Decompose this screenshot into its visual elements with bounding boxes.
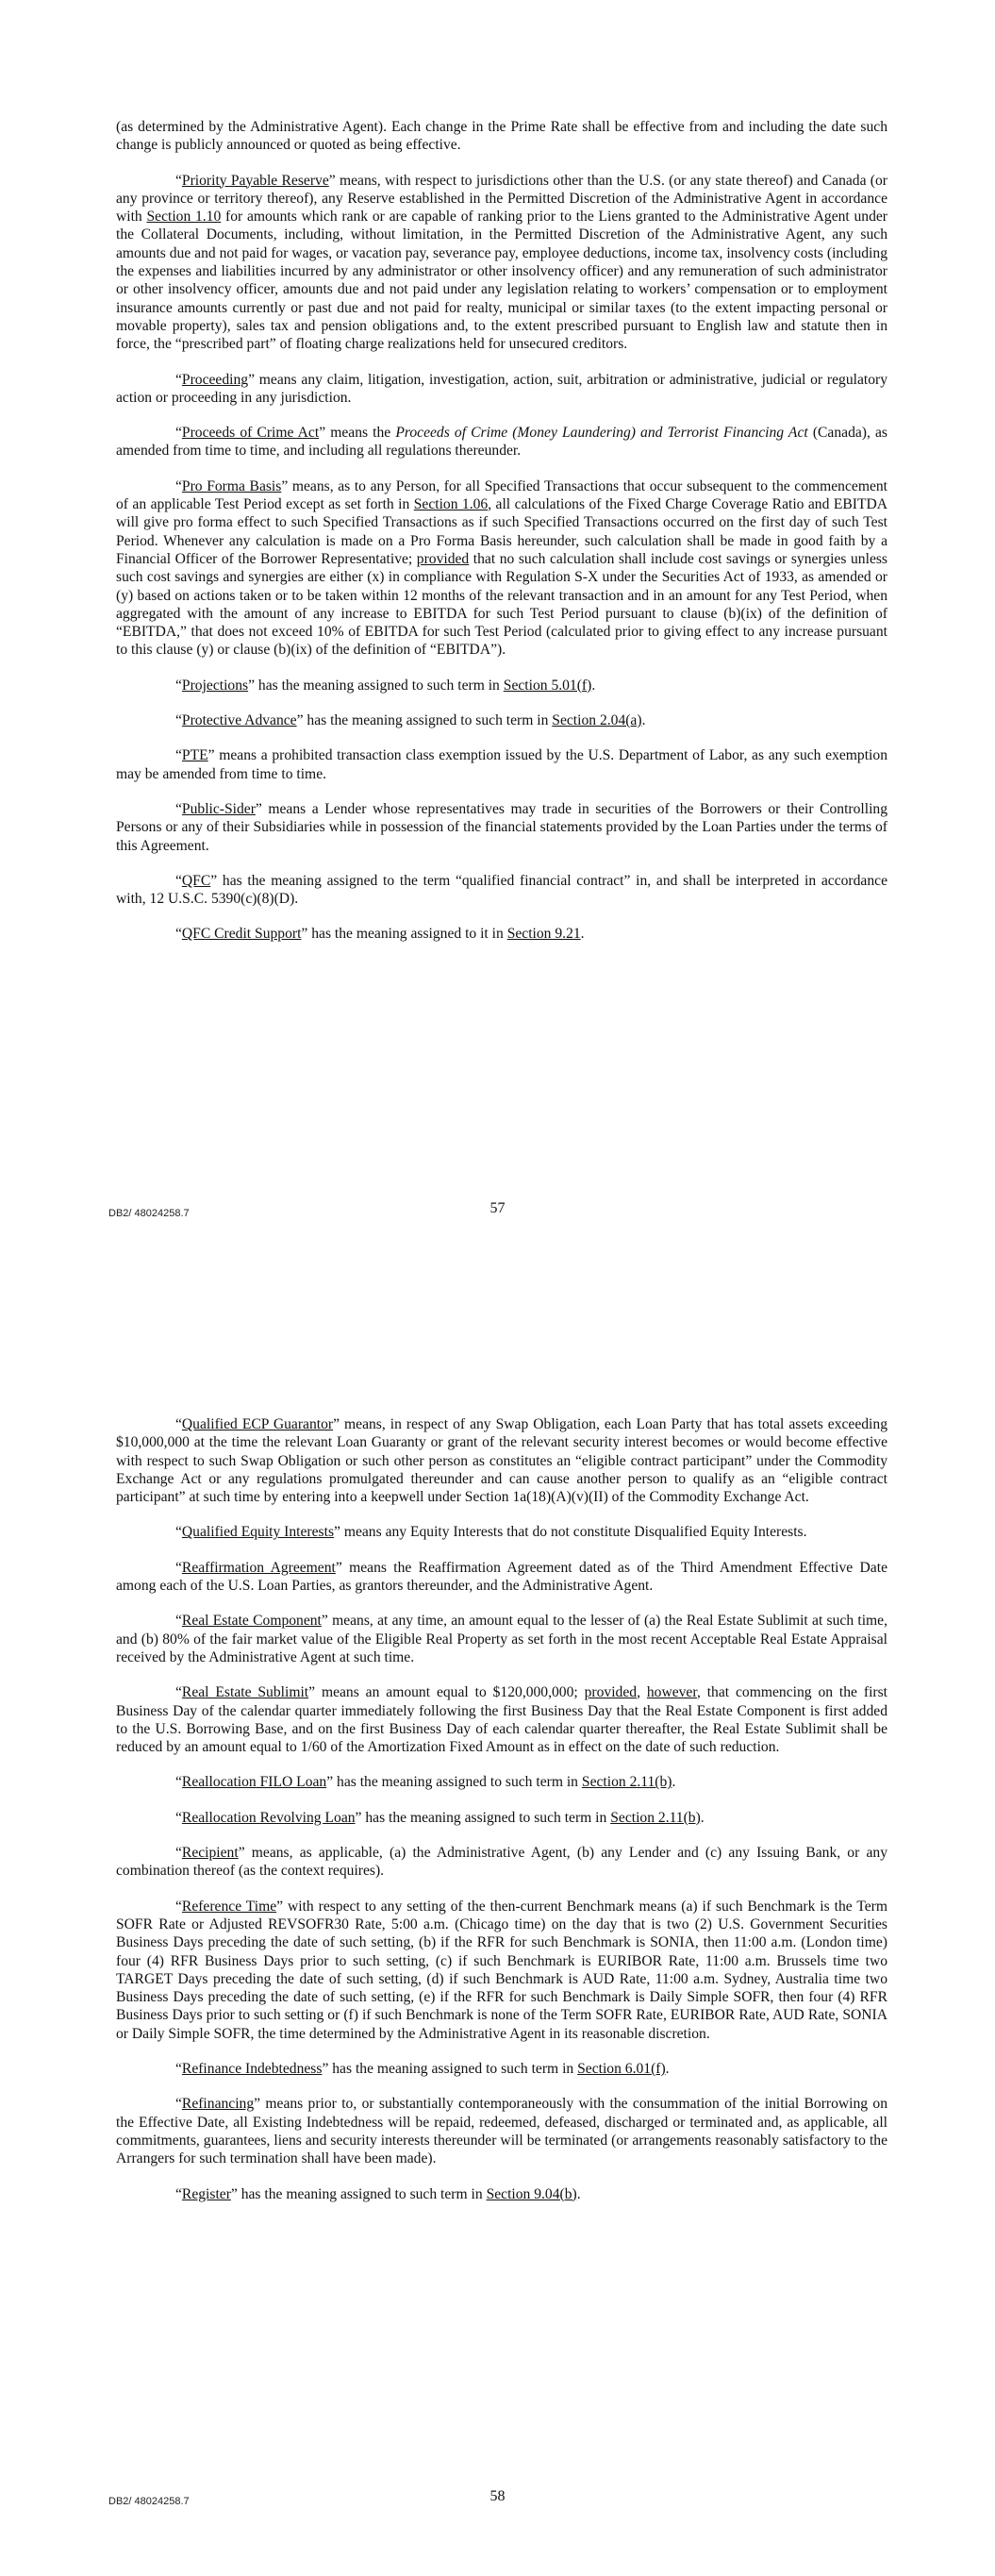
definition-text: for amounts which rank or are capable of ranking prior to the Liens granted to the Administrative Agent under the Collateral Documents, including, without limitation, in the Permitted Discretion of the Administrative Agent, any such amounts due and not paid for wages, or vacation pay, severance pay, employee deductions, income tax, insolvency costs (including the expenses and liabilities incurred by any administrator or other insolvency officer) and any remuneration of such administrator or other insolvency officer, amounts due and not paid under any legislation relating to workers’ compensation or to employment insurance amounts currently or past due and not paid for realty, municipal or similar taxes (to the extent impacting personal or movable property), sales tax and pension obligations and, to the extent prescribed pursuant to English law and statute then in force, the “prescribed part” of floating charge realizations held for unsecured creditors. [116, 209, 887, 353]
definition-paragraph [116, 1523, 887, 1541]
definition-text: . [700, 1809, 705, 1826]
definition-text: that no such calculation shall include cost savings or synergies unless such cost savings and synergies are either (x) in compliance with Regulation S-X under the Securities Act of 1933, as amended or (y) based on actions taken or to be taken within 12 months of the relevant transaction and in an amount for any Test Period, when aggregated with the amount of any increase to EBITDA for such Test Period pursuant to clause (b)(ix) of the definition of “EBITDA,” that does not exceed 10% of EBITDA for such Test Period (calculated prior to giving effect to any increase pursuant to this clause (y) or clause (b)(ix) of the definition of “EBITDA”). [116, 550, 887, 659]
definition-paragraph [116, 2060, 887, 2078]
statute-title: Proceeds of Crime (Money Laundering) and Terrorist Financing Act [395, 425, 808, 442]
defined-term: Qualified ECP Guarantor [181, 1416, 334, 1432]
definition-paragraph [116, 800, 887, 855]
defined-term: QFC [181, 872, 211, 889]
defined-term: Proceeding [181, 371, 249, 388]
definition-text: . [580, 926, 585, 943]
open-quote: “ [175, 1809, 182, 1826]
defined-term: Recipient [181, 1845, 239, 1862]
definition-text: . [591, 677, 596, 694]
open-quote: “ [175, 800, 182, 817]
continuation-paragraph: (as determined by the Administrative Agent). Each change in the Prime Rate shall be effective from and including the date such change is publicly announced or quoted as being effective. [116, 119, 887, 154]
defined-term: Protective Advance [181, 712, 297, 729]
definition-text: ” has the meaning assigned to such term in [248, 677, 504, 694]
definition-text: ” means any Equity Interests that do not constitute Disqualified Equity Interests. [334, 1524, 807, 1541]
section-reference: Section 9.21 [506, 926, 581, 943]
definition-paragraph [116, 1415, 887, 1506]
definition-text: ” means a prohibited transaction class exemption issued by the U.S. Department of Labor, as any such exemption may be amended from time to time. [116, 747, 887, 782]
definition-text: ” means, in respect of any Swap Obligation, each Loan Party that has total assets exceeding $10,000,000 at the time the relevant Loan Guaranty or grant of the relevant security interest becomes or would become effective with respect to such Swap Obligation or such other person as constitutes an “eligible contract participant” under the Commodity Exchange Act or any regulations promulgated thereunder and can cause another person to qualify as an “eligible contract participant” at such time by entering into a keepwell under Section 1a(18)(A)(v)(II) of the Commodity Exchange Act. [116, 1416, 887, 1506]
definition-paragraph [116, 1844, 887, 1881]
defined-term: Reference Time [181, 1898, 277, 1915]
open-quote: “ [175, 1774, 182, 1791]
section-reference: Section 2.04(a) [552, 712, 642, 729]
definition-paragraph [116, 1683, 887, 1756]
definitions-list [116, 172, 887, 944]
definition-text: ” means, as applicable, (a) the Administrative Agent, (b) any Lender and (c) any Issuing Bank, or any combination thereof (as the context requires). [116, 1845, 887, 1880]
open-quote: “ [175, 371, 182, 388]
definition-text: , all calculations of the Fixed Charge Coverage Ratio and EBITDA will give pro forma effect to such Specified Transactions as if such Specified Transactions occurred on the first day of such Test Period. Whenever any calculation is made on a Pro Forma Basis hereunder, such calculation shall be made in good faith by a Financial Officer of the Borrower Representative; [116, 496, 887, 567]
page-number: 58 [489, 2488, 506, 2504]
open-quote: “ [175, 477, 182, 494]
definition-text: ” has the meaning assigned to such term in [355, 1809, 611, 1826]
definition-text: ” means the Reaffirmation Agreement dated as of the Third Amendment Effective Date among each of the U.S. Loan Parties, as grantors thereunder, and the Administrative Agent. [116, 1559, 887, 1595]
definition-paragraph [116, 371, 887, 408]
definition-text: (Canada), as amended from time to time, and including all regulations thereunder. [116, 425, 887, 460]
definition-paragraph [116, 711, 887, 729]
definition-text: ” has the meaning assigned to it in [301, 926, 507, 943]
section-reference: however [646, 1684, 697, 1701]
open-quote: “ [175, 926, 182, 943]
open-quote: “ [175, 2096, 182, 2113]
definition-paragraph [116, 1612, 887, 1666]
section-reference: provided [584, 1684, 638, 1701]
defined-term: Priority Payable Reserve [181, 172, 329, 189]
definition-text: ” means any claim, litigation, investigation, action, suit, arbitration or administrative, judicial or regulatory action or proceeding in any jurisdiction. [116, 371, 887, 406]
definition-text: ” means the [319, 425, 396, 442]
open-quote: “ [175, 1559, 182, 1576]
defined-term: Reallocation Revolving Loan [181, 1809, 356, 1826]
definition-text: , that commencing on the first Business Day of the calendar quarter immediately following the first Business Day that the Real Estate Component is first added to the U.S. Borrowing Base, and on the first Business Day of each calendar quarter thereafter, the Real Estate Sublimit shall be reduced by an amount equal to 1/60 of the Amortization Fixed Amount as in effect on the date of such reduction. [116, 1684, 887, 1756]
section-reference: provided [416, 550, 470, 567]
defined-term: Projections [181, 677, 249, 694]
open-quote: “ [175, 2061, 182, 2078]
page-body [116, 1415, 887, 2220]
open-quote: “ [175, 172, 182, 189]
definition-paragraph [116, 477, 887, 660]
definition-text: . [576, 2185, 581, 2202]
defined-term: Refinance Indebtedness [181, 2061, 323, 2078]
definition-paragraph [116, 2185, 887, 2203]
definition-paragraph [116, 2095, 887, 2167]
defined-term: Pro Forma Basis [181, 477, 282, 494]
defined-term: Real Estate Sublimit [181, 1684, 309, 1701]
definition-paragraph [116, 1898, 887, 2043]
definition-text: , [637, 1684, 647, 1701]
definition-text: ” means, as to any Person, for all Specified Transactions that occur subsequent to the commencement of an applicable Test Period except as set forth in [116, 477, 888, 513]
defined-term: Reaffirmation Agreement [181, 1559, 336, 1576]
document-id-footer: DB2/ 48024258.7 [108, 1208, 190, 1219]
defined-term: Qualified Equity Interests [181, 1524, 335, 1541]
definition-text: ” means a Lender whose representatives may trade in securities of the Borrowers or their Controlling Persons or any of their Subsidiaries while in possession of the financial statements provided by the Loan Parties under the terms of this Agreement. [116, 800, 887, 854]
definition-text: ” has the meaning assigned to such term in [296, 712, 553, 729]
definition-text: ” has the meaning assigned to such term in [326, 1774, 582, 1791]
defined-term: Proceeds of Crime Act [181, 425, 320, 442]
definition-paragraph [116, 172, 887, 354]
definition-text: . [665, 2061, 670, 2078]
open-quote: “ [175, 677, 182, 694]
section-reference: Section 1.06 [413, 496, 489, 513]
open-quote: “ [175, 425, 182, 442]
open-quote: “ [175, 1684, 182, 1701]
open-quote: “ [175, 1416, 182, 1432]
definition-paragraph [116, 1559, 887, 1596]
defined-term: Public-Sider [181, 800, 256, 817]
section-reference: Section 9.04(b) [486, 2185, 577, 2202]
definition-paragraph [116, 1773, 887, 1791]
open-quote: “ [175, 1898, 182, 1915]
definition-text: ” has the meaning assigned to the term “qualified financial contract” in, and shall be interpreted in accordance with, 12 U.S.C. 5390(c)(8)(D). [116, 872, 887, 908]
open-quote: “ [175, 1613, 182, 1630]
open-quote: “ [175, 2185, 182, 2202]
section-reference: Section 2.11(b) [610, 1809, 701, 1826]
definition-paragraph [116, 424, 887, 460]
definition-paragraph [116, 925, 887, 943]
page-number: 57 [489, 1200, 506, 1216]
definition-paragraph [116, 872, 887, 909]
defined-term: Refinancing [181, 2096, 255, 2113]
document-id-footer: DB2/ 48024258.7 [108, 2496, 190, 2507]
definition-paragraph [116, 746, 887, 783]
defined-term: PTE [181, 747, 208, 764]
defined-term: Reallocation FILO Loan [181, 1774, 327, 1791]
definition-text: ” has the meaning assigned to such term in [230, 2185, 487, 2202]
section-reference: Section 6.01(f) [577, 2061, 666, 2078]
section-reference: Section 5.01(f) [503, 677, 592, 694]
open-quote: “ [175, 712, 182, 729]
definition-text: . [672, 1774, 676, 1791]
open-quote: “ [175, 1524, 182, 1541]
document-page-58 [0, 1288, 995, 2576]
defined-term: QFC Credit Support [181, 926, 302, 943]
definition-text: ” means an amount equal to $120,000,000; [308, 1684, 585, 1701]
open-quote: “ [175, 1845, 182, 1862]
definition-paragraph [116, 1809, 887, 1827]
definition-text: ” has the meaning assigned to such term in [322, 2061, 578, 2078]
section-reference: Section 2.11(b) [581, 1774, 672, 1791]
open-quote: “ [175, 872, 182, 889]
open-quote: “ [175, 747, 182, 764]
definitions-list [116, 1415, 887, 2203]
definition-text: ” means, with respect to jurisdictions other than the U.S. (or any state thereof) and Canada (or any province or territory thereof), any Reserve established in the Permitted Discretion of the Administrative Agent in accordance with [116, 172, 887, 226]
definition-text: ” means, at any time, an amount equal to the lesser of (a) the Real Estate Sublimit at such time, and (b) 80% of the fair market value of the Eligible Real Property as set forth in the most recent Acceptable Real Estate Appraisal received by the Administrative Agent at such time. [116, 1613, 887, 1665]
definition-paragraph [116, 677, 887, 694]
definition-text: . [641, 712, 646, 729]
definition-text: ” means prior to, or substantially contemporaneously with the consummation of the initial Borrowing on the Effective Date, all Existing Indebtedness will be repaid, redeemed, defeased, discharged or terminated and, as applicable, all commitments, guarantees, liens and security interests thereunder will be terminated (or arrangements reasonably satisfactory to the Arrangers for such termination shall have been made). [116, 2096, 887, 2167]
page-body [116, 118, 887, 961]
defined-term: Register [181, 2185, 231, 2202]
section-reference: Section 1.10 [146, 209, 222, 226]
definition-text: ” with respect to any setting of the then-current Benchmark means (a) if such Benchmark is the Term SOFR Rate or Adjusted REVSOFR30 Rate, 5:00 a.m. (Chicago time) on the day that is two (2) U.S. Government Securities Business Days preceding the date of such setting, (b) if the RFR for such Benchmark is SONIA, then 11:00 a.m. (London time) four (4) RFR Business Days prior to such setting, (c) if such Benchmark is EURIBOR Rate, 11:00 a.m. Brussels time two TARGET Days preceding the date of such setting, (d) if such Benchmark is AUD Rate, 11:00 a.m. Sydney, Australia time two Business Days preceding the date of such setting, (e) if the RFR for such Benchmark is Daily Simple SOFR, then four (4) RFR Business Days prior to such setting or (f) if such Benchmark is none of the Term SOFR Rate, EURIBOR Rate, AUD Rate, SONIA or Daily Simple SOFR, the time determined by the Administrative Agent in its reasonable discretion. [116, 1898, 888, 2042]
defined-term: Real Estate Component [181, 1613, 322, 1630]
